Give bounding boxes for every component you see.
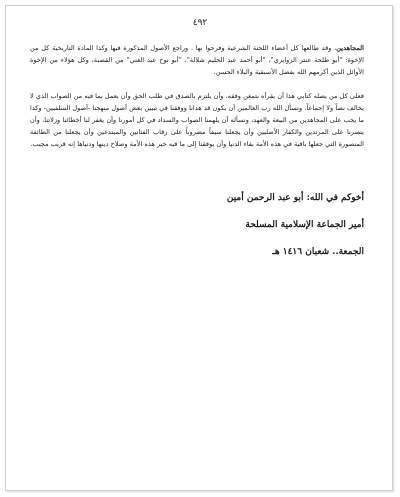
signature-title: أمير الجماعة الإسلامية المسلحة [245, 220, 364, 230]
paragraph-1 [30, 42, 364, 78]
paragraph-2: فعلى كل من يصله كتابي هذا أن يقرأه بتمعن وفقه، وأن يلتزم بالصدق في طلب الحق وأن يعمل بما فيه من الصواب الذي لا يخالف نصاً ولا إجماعاً، ونسأل الله رب العالمين أن يكون قد هدانا ووفقنا في تبيين بعض أصول منهجنا -أصول السلفيين- وكذا ما يجب على المجاهدين من البيعة والعهد، ونسأله أن يلهمنا الصواب والسداد في كل أمورنا وأن يغفر لنا أخطائنا وزلاتنا، وأن ينصرنا على المرتدين والكفار الأصليين وأن يجعلنا سيفاً مضروباً على رقاب الفتانين والمبتدعين وأن يجعلنا من الطائفة المنصورة التي جعلها باقية في هذه الأمة بقاء الدنيا وأن يوفقنا إلى ما فيه خير هذه الأمة وصلاح دينها ودنياها إنه قريب مجيب. [30, 92, 364, 148]
paragraph-1-lead: المجاهدين [336, 44, 364, 52]
signature-name: أخوكم في الله: أبو عبد الرحمن أمين [226, 193, 364, 203]
paragraph-1-text: ، وقد طالعها كل أعضاء اللجنة الشرعية وفرحوا بها . وراجع الأصول المذكورة فيها وكذا المادة التاريخية كل من الإخوة: "أبو طلحة عنتر الزوابري"، "أبو أحمد عبد الحليم شلالة"، "أبو نوح عبد الغني" من القصبة، وكل هؤلاء من الإخوة الأوائل الذين أكرمهم الله بفضل الأسبقية والبلاء الحسن. [30, 44, 364, 76]
page-number: ٤٩٢ [192, 18, 208, 28]
signature-date: الجمعة.. شعبان ١٤١٦ هـ [272, 247, 364, 257]
